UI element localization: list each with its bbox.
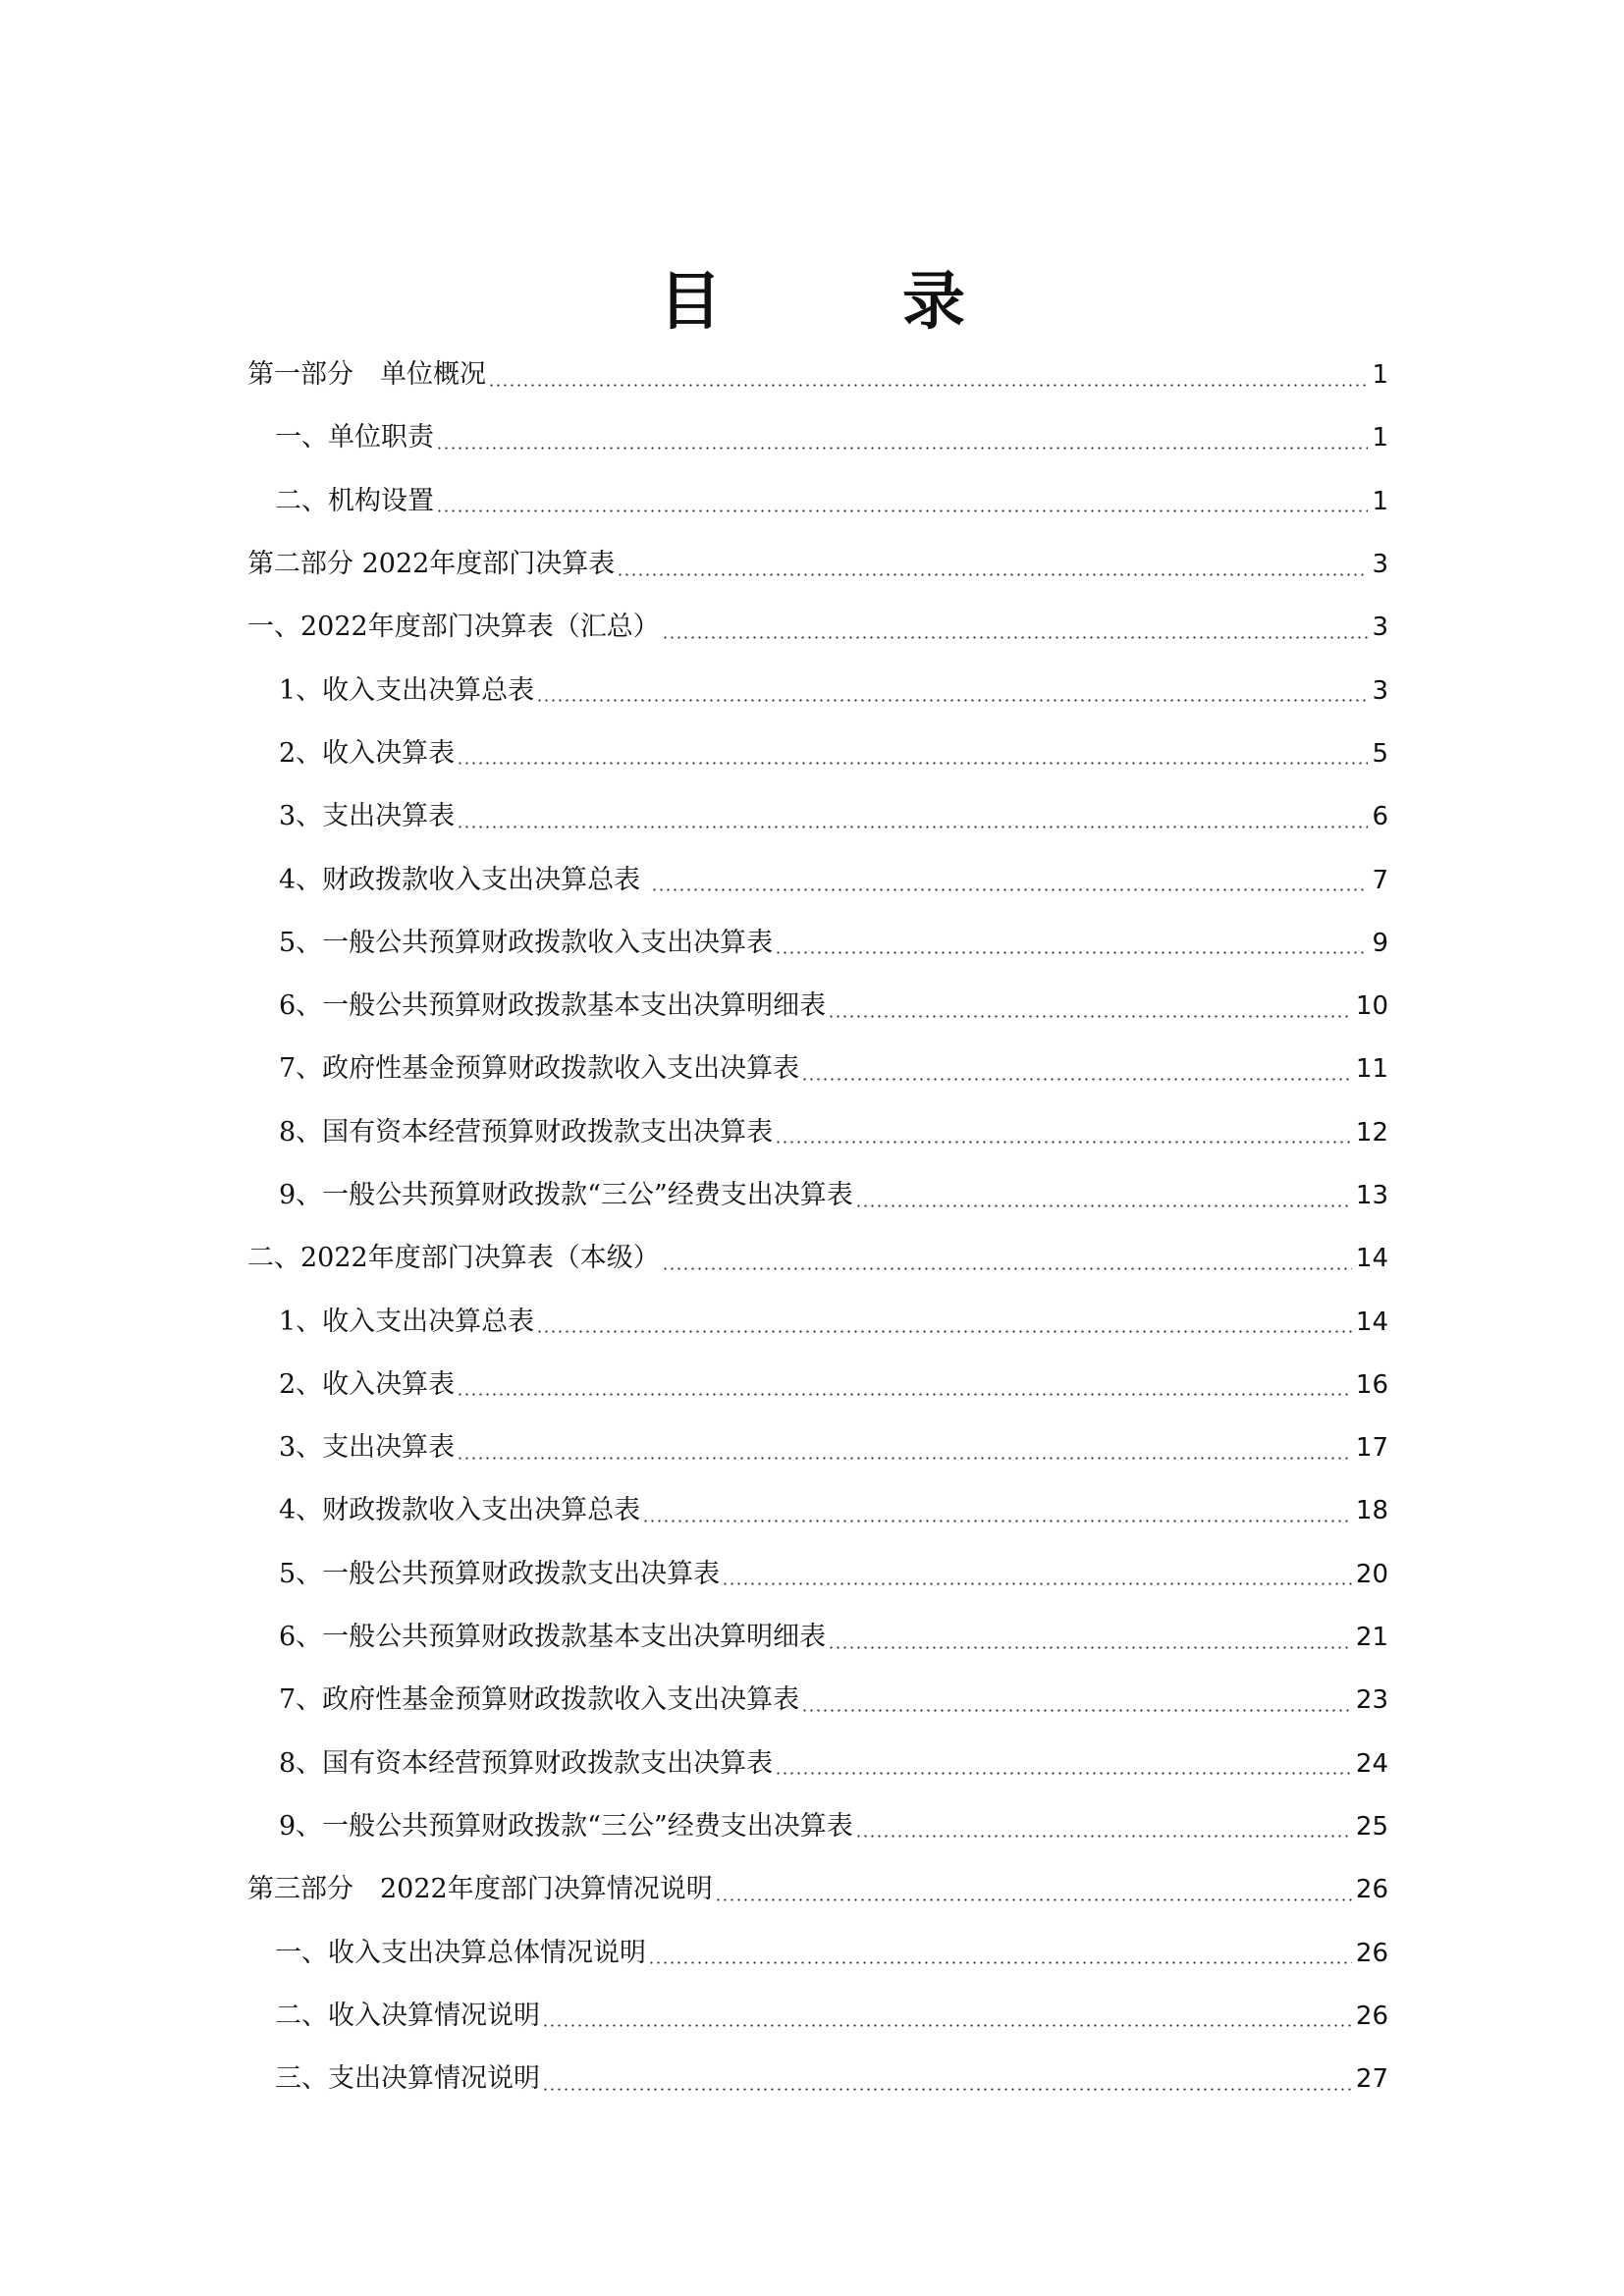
toc-leader-dots [536, 699, 1368, 702]
toc-entry-label: 第二部分 2022年度部门决算表 [247, 549, 616, 580]
toc-leader-dots [715, 1898, 1352, 1901]
toc-entry-page-number: 3 [1372, 613, 1388, 643]
toc-leader-dots [457, 1393, 1352, 1396]
toc-entry-label: 8、国有资本经营预算财政拨款支出决算表 [279, 1747, 774, 1779]
toc-entry-label: 6、一般公共预算财政拨款基本支出决算明细表 [279, 990, 827, 1022]
toc-entry-page-number: 17 [1355, 1433, 1388, 1464]
toc-entry-label: 2、收入决算表 [279, 1368, 456, 1400]
toc-entry-label: 二、收入决算情况说明 [275, 2000, 540, 2031]
toc-entry[interactable] [247, 1354, 1388, 1416]
toc-leader-dots [662, 1267, 1352, 1270]
toc-entry-page-number: 14 [1355, 1244, 1388, 1274]
toc-leader-dots [662, 636, 1369, 639]
toc-leader-dots [457, 1457, 1352, 1460]
toc-entry[interactable] [247, 1416, 1388, 1479]
toc-entry-label: 3、支出决算表 [279, 1432, 456, 1464]
toc-entry-label: 7、政府性基金预算财政拨款收入支出决算表 [279, 1053, 800, 1085]
toc-leader-dots [828, 1646, 1352, 1649]
toc-entry-page-number: 14 [1355, 1307, 1388, 1337]
toc-entry[interactable] [247, 912, 1388, 975]
toc-leader-dots [775, 1772, 1352, 1775]
toc-entry-label: 4、财政拨款收入支出决算总表 [279, 1495, 641, 1526]
toc-entry-label: 三、支出决算情况说明 [275, 2063, 540, 2095]
toc-leader-dots [542, 2088, 1352, 2091]
toc-entry-page-number: 26 [1355, 1875, 1388, 1905]
toc-entry[interactable] [247, 1795, 1388, 1858]
toc-entry-page-number: 3 [1372, 550, 1388, 580]
toc-entry-page-number: 23 [1355, 1685, 1388, 1716]
toc-entry-page-number: 21 [1355, 1623, 1388, 1653]
toc-entry-page-number: 1 [1372, 486, 1388, 516]
toc-entry[interactable] [247, 1038, 1388, 1100]
toc-entry-label: 3、支出决算表 [279, 801, 456, 832]
toc-entry-label: 6、一般公共预算财政拨款基本支出决算明细表 [279, 1622, 827, 1653]
toc-entry-page-number: 7 [1372, 865, 1388, 895]
toc-entry-label: 一、单位职责 [275, 422, 434, 454]
toc-entry[interactable] [247, 1101, 1388, 1164]
toc-entry-page-number: 18 [1355, 1496, 1388, 1526]
toc-entry-page-number: 20 [1355, 1559, 1388, 1589]
toc-entry[interactable] [247, 1985, 1388, 2048]
toc-leader-dots [457, 826, 1368, 828]
toc-entry-page-number: 25 [1355, 1811, 1388, 1842]
toc-entry-page-number: 12 [1355, 1117, 1388, 1148]
toc-entry-page-number: 16 [1355, 1369, 1388, 1400]
toc-leader-dots [775, 1141, 1352, 1144]
toc-leader-dots [801, 1709, 1352, 1712]
toc-entry[interactable] [247, 344, 1388, 406]
toc-entry-label: 第三部分 2022年度部门决算情况说明 [247, 1874, 713, 1905]
toc-entry[interactable] [247, 1290, 1388, 1353]
toc-entry-page-number: 10 [1355, 991, 1388, 1022]
toc-entry[interactable] [247, 1606, 1388, 1669]
toc-leader-dots [642, 1520, 1352, 1522]
toc-entry-page-number: 9 [1372, 928, 1388, 958]
toc-leader-dots [648, 1961, 1352, 1964]
toc-entry-label: 2、收入决算表 [279, 737, 456, 769]
toc-leader-dots [855, 1204, 1352, 1207]
toc-leader-dots [536, 1330, 1352, 1333]
toc-entry-label: 一、2022年度部门决算表（汇总） [247, 612, 660, 643]
toc-entry-label: 4、财政拨款收入支出决算总表 [279, 864, 649, 895]
toc-entry-label: 7、政府性基金预算财政拨款收入支出决算表 [279, 1684, 800, 1716]
toc-entry[interactable] [247, 2048, 1388, 2110]
toc-entry-label: 5、一般公共预算财政拨款收入支出决算表 [279, 927, 774, 958]
toc-entry-page-number: 24 [1355, 1748, 1388, 1779]
toc-leader-dots [801, 1078, 1352, 1081]
toc-entry-label: 1、收入支出决算总表 [279, 674, 535, 706]
toc-entry-page-number: 26 [1355, 2001, 1388, 2031]
toc-entry[interactable] [247, 470, 1388, 533]
toc-entry-page-number: 26 [1355, 1938, 1388, 1968]
toc-entry[interactable] [247, 596, 1388, 659]
toc-entry-label: 9、一般公共预算财政拨款“三公”经费支出决算表 [279, 1180, 853, 1210]
toc-entry-page-number: 1 [1372, 360, 1388, 391]
toc-leader-dots [542, 2024, 1352, 2027]
toc-entry-page-number: 5 [1372, 738, 1388, 769]
toc-entry[interactable] [247, 848, 1388, 911]
toc-entry-label: 二、机构设置 [275, 485, 434, 516]
toc-entry-page-number: 27 [1355, 2064, 1388, 2095]
toc-entry[interactable] [247, 975, 1388, 1038]
toc-entry[interactable] [247, 785, 1388, 848]
toc-leader-dots [436, 447, 1368, 450]
toc-leader-dots [457, 762, 1368, 765]
toc-leader-dots [775, 951, 1368, 954]
toc-entry-label: 二、2022年度部门决算表（本级） [247, 1243, 660, 1274]
toc-entry-page-number: 11 [1355, 1054, 1388, 1085]
toc-entry[interactable] [247, 406, 1388, 469]
toc-entry-label: 5、一般公共预算财政拨款支出决算表 [279, 1558, 721, 1589]
toc-entry-label: 1、收入支出决算总表 [279, 1306, 535, 1337]
toc-entry[interactable] [247, 1921, 1388, 1984]
toc-entry-page-number: 3 [1372, 675, 1388, 706]
toc-entry-page-number: 6 [1372, 802, 1388, 832]
toc-leader-dots [722, 1582, 1352, 1585]
toc-leader-dots [436, 509, 1368, 512]
toc-entry[interactable] [247, 533, 1388, 596]
toc-leader-dots [651, 888, 1369, 891]
toc-entry-label: 8、国有资本经营预算财政拨款支出决算表 [279, 1116, 774, 1148]
toc-entry-label: 第一部分 单位概况 [247, 359, 486, 391]
toc-entry[interactable] [247, 1164, 1388, 1227]
toc-entry-page-number: 1 [1372, 423, 1388, 454]
toc-leader-dots [617, 573, 1368, 576]
toc-entry[interactable] [247, 1858, 1388, 1921]
toc-entry[interactable] [247, 722, 1388, 785]
toc-entry[interactable] [247, 1479, 1388, 1542]
page-title: 目 录 [659, 266, 1024, 339]
toc-entry[interactable] [247, 1733, 1388, 1795]
toc-entry[interactable] [247, 1543, 1388, 1606]
toc-entry[interactable] [247, 1669, 1388, 1732]
toc-leader-dots [488, 384, 1368, 387]
toc-leader-dots [828, 1015, 1352, 1018]
toc-entry[interactable] [247, 1227, 1388, 1290]
toc-entry[interactable] [247, 659, 1388, 721]
toc-entry-page-number: 13 [1355, 1181, 1388, 1210]
table-of-contents [247, 344, 1388, 2110]
toc-entry-label: 9、一般公共预算财政拨款“三公”经费支出决算表 [279, 1810, 853, 1842]
toc-leader-dots [855, 1835, 1352, 1838]
toc-entry-label: 一、收入支出决算总体情况说明 [275, 1937, 646, 1968]
